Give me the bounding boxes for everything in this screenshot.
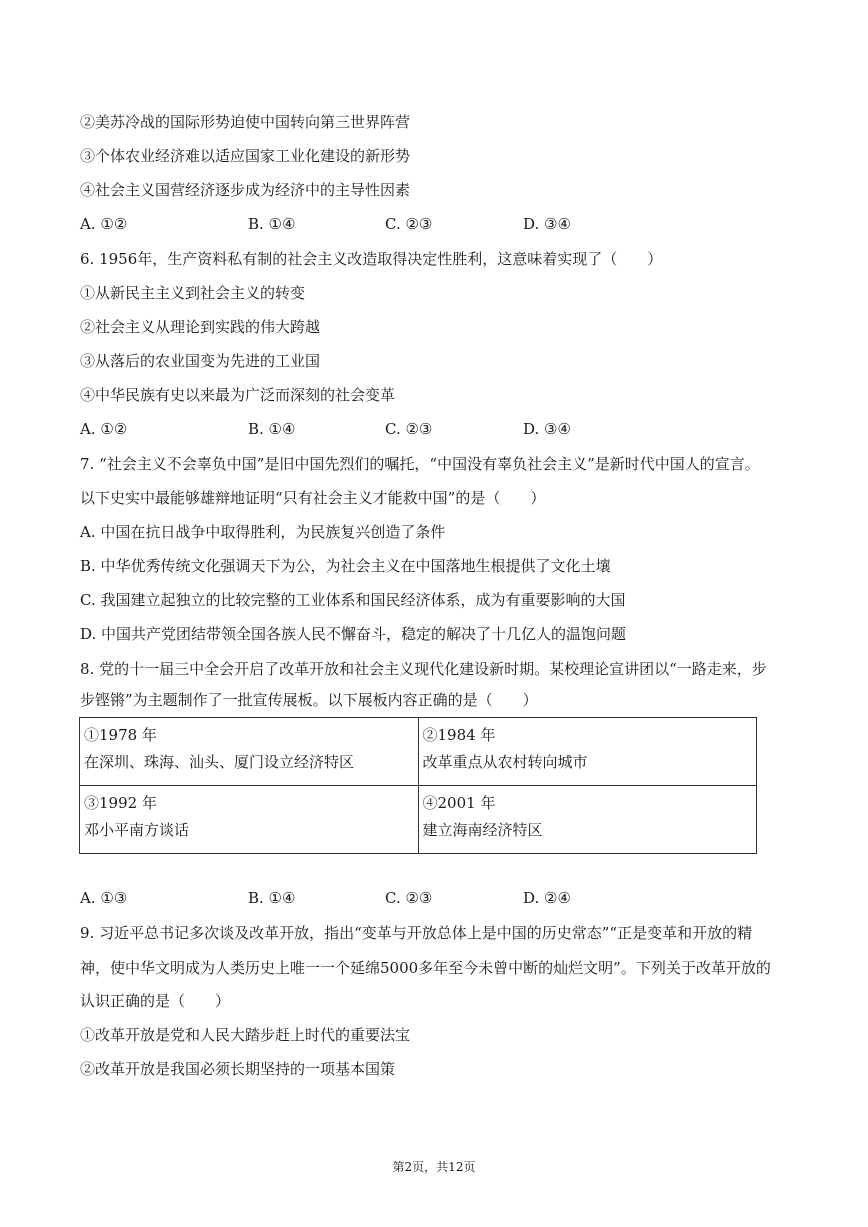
table-cell: [418, 786, 757, 854]
q8-option-a: A. ①③: [80, 889, 128, 907]
cell-year: ③1992 年: [84, 794, 157, 812]
table-row: [80, 718, 757, 786]
q8-stem-line-2: 步铿锵”为主题制作了一批宣传展板。以下展板内容正确的是（ ）: [80, 691, 538, 709]
q7-stem-line-2: 以下史实中最能够雄辩地证明“只有社会主义才能救中国”的是（ ）: [80, 489, 546, 507]
q8-option-b: B. ①④: [248, 889, 296, 907]
table-cell: [80, 786, 419, 854]
cell-year: ④2001 年: [422, 794, 496, 812]
table-cell: [80, 718, 419, 786]
cell-text: 改革重点从农村转向城市: [422, 753, 588, 771]
q5-option-b: B. ①④: [248, 215, 296, 233]
cell-text: 建立海南经济特区: [422, 821, 543, 839]
q8-exhibit-table: [79, 717, 757, 854]
table-row: [80, 786, 757, 854]
q7-option-c: C. 我国建立起独立的比较完整的工业体系和国民经济体系，成为有重要影响的大国: [80, 591, 626, 609]
q9-stem-line-3: 认识正确的是（ ）: [80, 992, 231, 1010]
q6-option-c: C. ②③: [385, 420, 433, 438]
q9-statement-1: ①改革开放是党和人民大踏步赶上时代的重要法宝: [80, 1026, 411, 1044]
q5-option-d: D. ③④: [523, 215, 571, 233]
q6-statement-1: ①从新民主主义到社会主义的转变: [80, 284, 306, 302]
q6-stem: 6. 1956年，生产资料私有制的社会主义改造取得决定性胜利，这意味着实现了（ ）: [80, 250, 663, 268]
cell-year: ①1978 年: [84, 726, 157, 744]
q8-stem-line-1: 8. 党的十一届三中全会开启了改革开放和社会主义现代化建设新时期。某校理论宣讲团以“一路走来，步: [80, 660, 767, 678]
q9-stem-line-1: 9. 习近平总书记多次谈及改革开放，指出“变革与开放总体上是中国的历史常态”“正是变革和开放的精: [80, 924, 753, 942]
q5-statement-4: ④社会主义国营经济逐步成为经济中的主导性因素: [80, 181, 411, 199]
q5-statement-2: ②美苏冷战的国际形势迫使中国转向第三世界阵营: [80, 113, 411, 131]
q6-statement-3: ③从落后的农业国变为先进的工业国: [80, 352, 321, 370]
q6-statement-2: ②社会主义从理论到实践的伟大跨越: [80, 318, 321, 336]
table-cell: [418, 718, 757, 786]
q6-option-b: B. ①④: [248, 420, 296, 438]
q5-statement-3: ③个体农业经济难以适应国家工业化建设的新形势: [80, 147, 411, 165]
cell-text: 在深圳、珠海、汕头、厦门设立经济特区: [84, 753, 355, 771]
q9-statement-2: ②改革开放是我国必须长期坚持的一项基本国策: [80, 1060, 396, 1078]
q7-option-a: A. 中国在抗日战争中取得胜利，为民族复兴创造了条件: [80, 523, 446, 541]
q7-option-b: B. 中华优秀传统文化强调天下为公，为社会主义在中国落地生根提供了文化土壤: [80, 557, 611, 575]
q7-option-d: D. 中国共产党团结带领全国各族人民不懈奋斗，稳定的解决了十几亿人的温饱问题: [80, 625, 627, 643]
q6-option-d: D. ③④: [523, 420, 571, 438]
page-number-footer: 第2页，共12页: [392, 1160, 476, 1174]
q6-statement-4: ④中华民族有史以来最为广泛而深刻的社会变革: [80, 386, 396, 404]
q5-option-a: A. ①②: [80, 215, 128, 233]
q8-option-c: C. ②③: [385, 889, 433, 907]
cell-year: ②1984 年: [422, 726, 496, 744]
q8-option-d: D. ②④: [523, 889, 571, 907]
q6-option-a: A. ①②: [80, 420, 128, 438]
q5-option-c: C. ②③: [385, 215, 433, 233]
cell-text: 邓小平南方谈话: [84, 821, 190, 839]
q9-stem-line-2: 神，使中华文明成为人类历史上唯一一个延绵5000多年至今未曾中断的灿烂文明”。下列关于改革开放的: [80, 959, 771, 977]
q7-stem-line-1: 7. “社会主义不会辜负中国”是旧中国先烈们的嘱托，“中国没有辜负社会主义”是新时代中国人的宣言。: [80, 455, 760, 473]
